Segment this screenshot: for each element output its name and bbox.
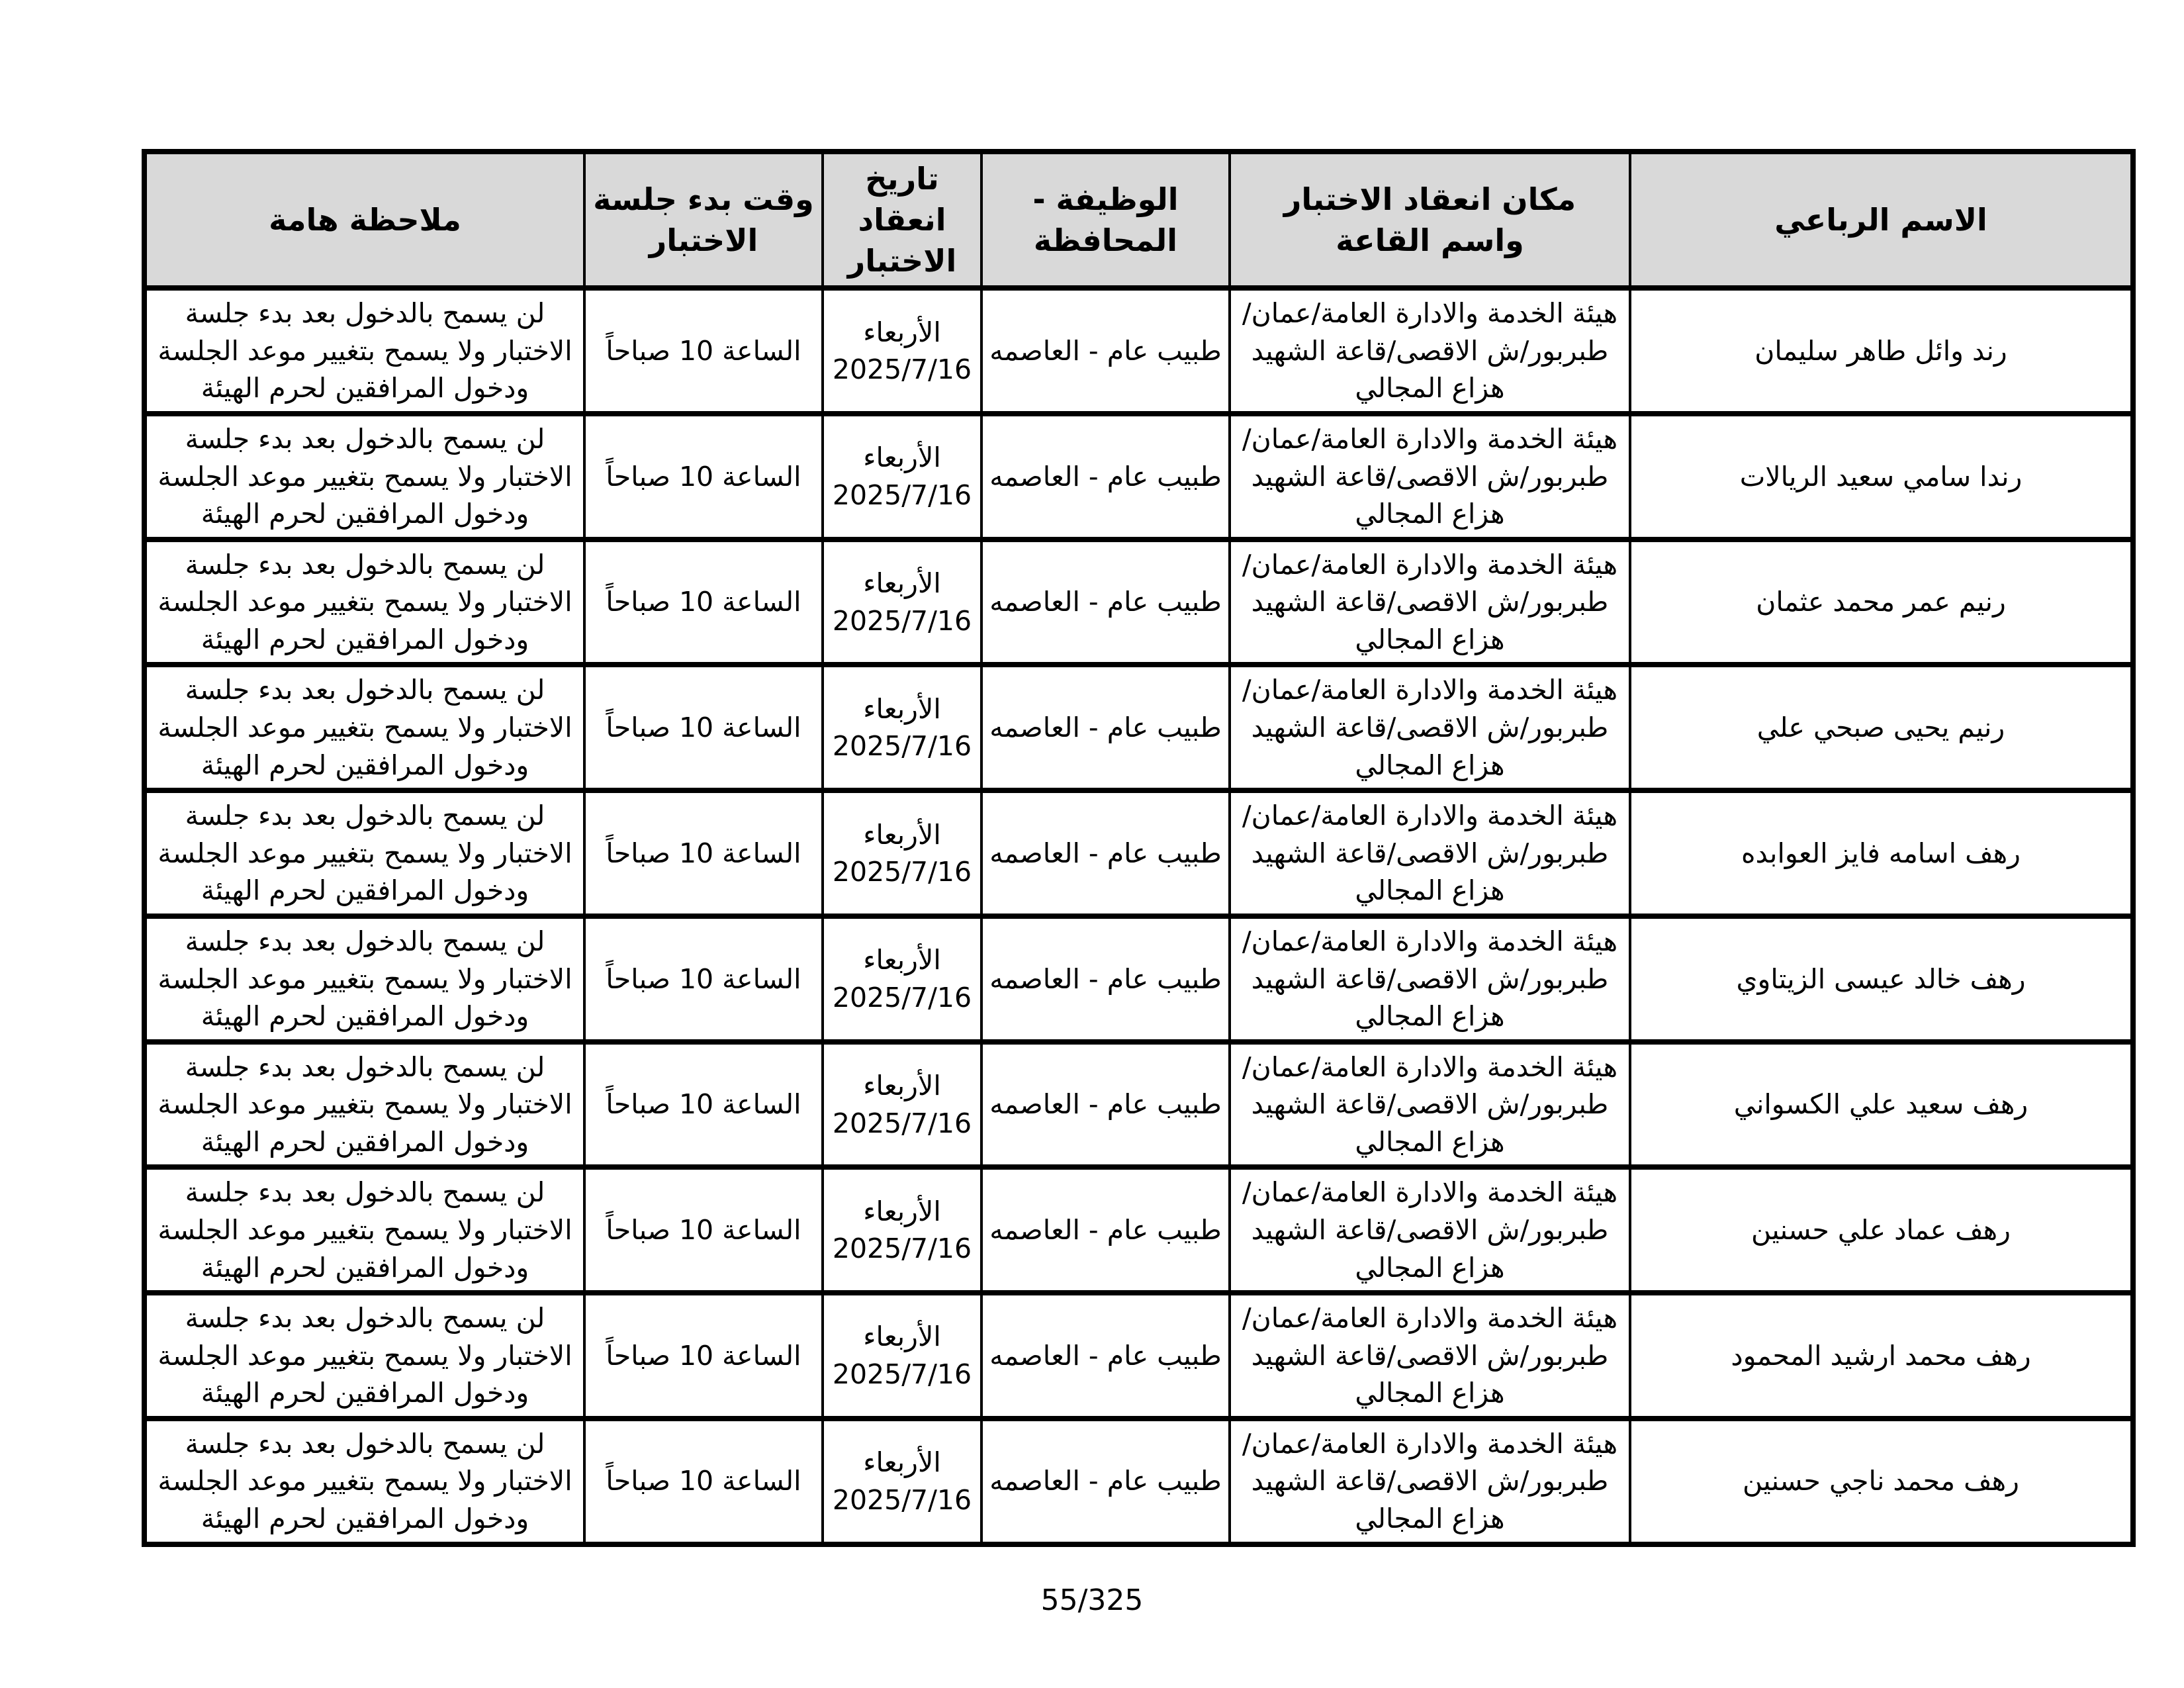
cell-name: رهف سعيد علي الكسواني: [1630, 1042, 2133, 1168]
column-header-note: ملاحظة هامة: [144, 152, 584, 288]
page-number: 55/325: [1040, 1583, 1144, 1617]
column-header-location: مكان انعقاد الاختبار واسم القاعة: [1230, 152, 1630, 288]
cell-note: لن يسمح بالدخول بعد بدء جلسة الاختبار ولا يسمح بتغيير موعد الجلسة ودخول المرافقين لحرم الهيئة: [144, 1042, 584, 1168]
table-row: [144, 1419, 2133, 1544]
cell-job: طبيب عام - العاصمه: [981, 1167, 1230, 1293]
cell-time: الساعة 10 صباحاً: [584, 1042, 823, 1168]
table-row: [144, 1042, 2133, 1168]
cell-time: الساعة 10 صباحاً: [584, 665, 823, 790]
exam-date: 2025/7/16: [832, 730, 972, 763]
table-row: [144, 665, 2133, 790]
table-row: [144, 1293, 2133, 1419]
table-row: [144, 790, 2133, 916]
cell-location: هيئة الخدمة والادارة العامة/عمان/طبربور/ش الاقصى/قاعة الشهيد هزاع المجالي: [1230, 288, 1630, 414]
cell-location: هيئة الخدمة والادارة العامة/عمان/طبربور/ش الاقصى/قاعة الشهيد هزاع المجالي: [1230, 539, 1630, 665]
column-header-name: الاسم الرباعي: [1630, 152, 2133, 288]
cell-job: طبيب عام - العاصمه: [981, 1042, 1230, 1168]
exam-date: 2025/7/16: [832, 479, 972, 511]
exam-day: الأربعاء: [863, 1195, 941, 1227]
cell-name: رهف خالد عيسى الزيتاوي: [1630, 916, 2133, 1042]
cell-date: [823, 790, 981, 916]
cell-time: الساعة 10 صباحاً: [584, 539, 823, 665]
exam-schedule-table: [142, 149, 2136, 1547]
cell-name: رهف محمد ناجي حسنين: [1630, 1419, 2133, 1544]
column-header-date: تاريخ انعقاد الاختبار: [823, 152, 981, 288]
cell-date: [823, 288, 981, 414]
exam-date: 2025/7/16: [832, 1233, 972, 1265]
cell-time: الساعة 10 صباحاً: [584, 916, 823, 1042]
cell-date: [823, 1419, 981, 1544]
table-row: [144, 1167, 2133, 1293]
cell-date: [823, 1042, 981, 1168]
cell-time: الساعة 10 صباحاً: [584, 1293, 823, 1419]
cell-name: رهف محمد ارشيد المحمود: [1630, 1293, 2133, 1419]
cell-date: [823, 1167, 981, 1293]
cell-name: رنيم يحيى صبحي علي: [1630, 665, 2133, 790]
header-row: [144, 152, 2133, 288]
cell-date: [823, 1293, 981, 1419]
cell-location: هيئة الخدمة والادارة العامة/عمان/طبربور/ش الاقصى/قاعة الشهيد هزاع المجالي: [1230, 665, 1630, 790]
exam-date: 2025/7/16: [832, 353, 972, 386]
cell-name: رهف عماد علي حسنين: [1630, 1167, 2133, 1293]
exam-date: 2025/7/16: [832, 1358, 972, 1391]
cell-location: هيئة الخدمة والادارة العامة/عمان/طبربور/ش الاقصى/قاعة الشهيد هزاع المجالي: [1230, 1042, 1630, 1168]
cell-job: طبيب عام - العاصمه: [981, 539, 1230, 665]
cell-note: لن يسمح بالدخول بعد بدء جلسة الاختبار ولا يسمح بتغيير موعد الجلسة ودخول المرافقين لحرم الهيئة: [144, 916, 584, 1042]
exam-day: الأربعاء: [863, 944, 941, 976]
cell-location: هيئة الخدمة والادارة العامة/عمان/طبربور/ش الاقصى/قاعة الشهيد هزاع المجالي: [1230, 1167, 1630, 1293]
table-row: [144, 414, 2133, 539]
table-row: [144, 539, 2133, 665]
exam-day: الأربعاء: [863, 692, 941, 725]
cell-date: [823, 539, 981, 665]
exam-day: الأربعاء: [863, 1321, 941, 1353]
cell-location: هيئة الخدمة والادارة العامة/عمان/طبربور/ش الاقصى/قاعة الشهيد هزاع المجالي: [1230, 916, 1630, 1042]
exam-day: الأربعاء: [863, 442, 941, 474]
exam-day: الأربعاء: [863, 1069, 941, 1102]
cell-note: لن يسمح بالدخول بعد بدء جلسة الاختبار ولا يسمح بتغيير موعد الجلسة ودخول المرافقين لحرم الهيئة: [144, 288, 584, 414]
cell-note: لن يسمح بالدخول بعد بدء جلسة الاختبار ولا يسمح بتغيير موعد الجلسة ودخول المرافقين لحرم الهيئة: [144, 665, 584, 790]
exam-day: الأربعاء: [863, 567, 941, 600]
cell-date: [823, 414, 981, 539]
column-header-job: الوظيفة - المحافظة: [981, 152, 1230, 288]
cell-job: طبيب عام - العاصمه: [981, 414, 1230, 539]
cell-job: طبيب عام - العاصمه: [981, 665, 1230, 790]
cell-time: الساعة 10 صباحاً: [584, 1167, 823, 1293]
cell-job: طبيب عام - العاصمه: [981, 1419, 1230, 1544]
cell-location: هيئة الخدمة والادارة العامة/عمان/طبربور/ش الاقصى/قاعة الشهيد هزاع المجالي: [1230, 414, 1630, 539]
cell-location: هيئة الخدمة والادارة العامة/عمان/طبربور/ش الاقصى/قاعة الشهيد هزاع المجالي: [1230, 790, 1630, 916]
column-header-time: وقت بدء جلسة الاختبار: [584, 152, 823, 288]
exam-date: 2025/7/16: [832, 1107, 972, 1139]
cell-note: لن يسمح بالدخول بعد بدء جلسة الاختبار ولا يسمح بتغيير موعد الجلسة ودخول المرافقين لحرم الهيئة: [144, 1419, 584, 1544]
cell-time: الساعة 10 صباحاً: [584, 414, 823, 539]
exam-day: الأربعاء: [863, 1446, 941, 1479]
cell-date: [823, 665, 981, 790]
cell-location: هيئة الخدمة والادارة العامة/عمان/طبربور/ش الاقصى/قاعة الشهيد هزاع المجالي: [1230, 1293, 1630, 1419]
cell-name: رهف اسامه فايز العوابده: [1630, 790, 2133, 916]
exam-date: 2025/7/16: [832, 1483, 972, 1516]
cell-note: لن يسمح بالدخول بعد بدء جلسة الاختبار ولا يسمح بتغيير موعد الجلسة ودخول المرافقين لحرم الهيئة: [144, 1293, 584, 1419]
cell-time: الساعة 10 صباحاً: [584, 1419, 823, 1544]
exam-date: 2025/7/16: [832, 856, 972, 888]
table-row: [144, 916, 2133, 1042]
cell-note: لن يسمح بالدخول بعد بدء جلسة الاختبار ولا يسمح بتغيير موعد الجلسة ودخول المرافقين لحرم الهيئة: [144, 539, 584, 665]
cell-location: هيئة الخدمة والادارة العامة/عمان/طبربور/ش الاقصى/قاعة الشهيد هزاع المجالي: [1230, 1419, 1630, 1544]
cell-time: الساعة 10 صباحاً: [584, 790, 823, 916]
cell-time: الساعة 10 صباحاً: [584, 288, 823, 414]
cell-job: طبيب عام - العاصمه: [981, 288, 1230, 414]
cell-note: لن يسمح بالدخول بعد بدء جلسة الاختبار ولا يسمح بتغيير موعد الجلسة ودخول المرافقين لحرم الهيئة: [144, 1167, 584, 1293]
cell-note: لن يسمح بالدخول بعد بدء جلسة الاختبار ولا يسمح بتغيير موعد الجلسة ودخول المرافقين لحرم الهيئة: [144, 414, 584, 539]
cell-note: لن يسمح بالدخول بعد بدء جلسة الاختبار ولا يسمح بتغيير موعد الجلسة ودخول المرافقين لحرم الهيئة: [144, 790, 584, 916]
cell-job: طبيب عام - العاصمه: [981, 916, 1230, 1042]
cell-name: رنيم عمر محمد عثمان: [1630, 539, 2133, 665]
exam-date: 2025/7/16: [832, 604, 972, 637]
cell-job: طبيب عام - العاصمه: [981, 1293, 1230, 1419]
cell-job: طبيب عام - العاصمه: [981, 790, 1230, 916]
exam-date: 2025/7/16: [832, 981, 972, 1013]
cell-name: رند وائل طاهر سليمان: [1630, 288, 2133, 414]
exam-day: الأربعاء: [863, 818, 941, 851]
table-row: [144, 288, 2133, 414]
cell-name: رندا سامي سعيد الريالات: [1630, 414, 2133, 539]
exam-day: الأربعاء: [863, 316, 941, 348]
cell-date: [823, 916, 981, 1042]
